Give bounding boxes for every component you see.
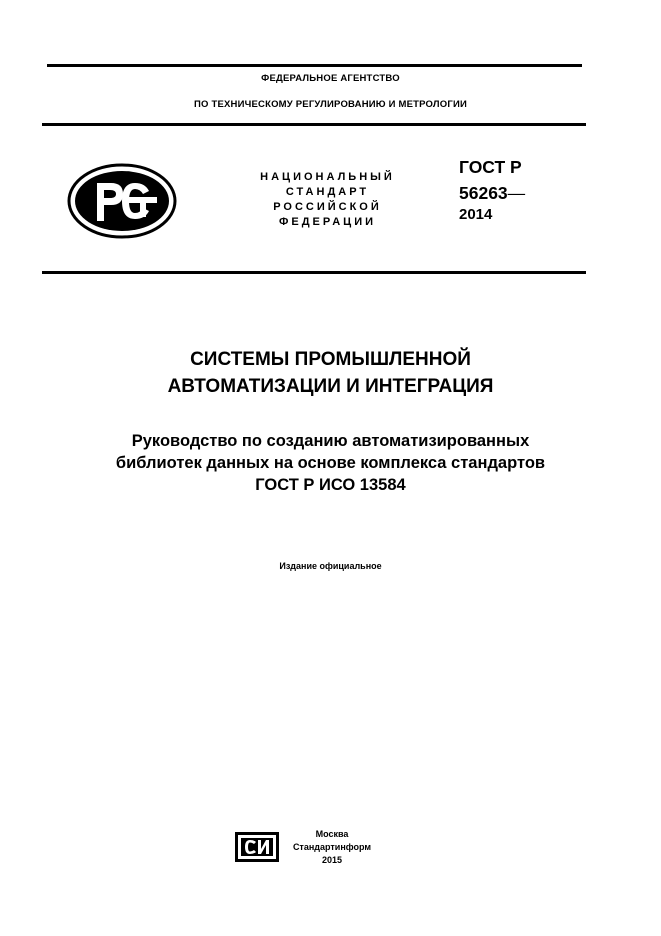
document-subtitle-line-2: библиотек данных на основе комплекса стандартов [115,454,546,472]
gost-number-row [459,180,525,206]
gost-number: 56263 [459,183,508,203]
agency-line-1: ФЕДЕРАЛЬНОЕ АГЕНТСТВО [261,73,400,84]
gost-designation: ГОСТ Р [459,157,522,177]
header-bottom-rule [42,123,586,126]
document-subtitle-line-3: ГОСТ Р ИСО 13584 [255,476,406,494]
standartinform-logo-icon [234,830,282,864]
publisher-city: Москва [315,829,349,839]
national-standard-line-1: НАЦИОНАЛЬНЫЙ [260,171,395,183]
agency-line-2: ПО ТЕХНИЧЕСКОМУ РЕГУЛИРОВАНИЮ И МЕТРОЛОГИИ [194,99,467,110]
document-subtitle-line-1: Руководство по созданию автоматизированных [131,432,530,450]
rst-certification-mark-icon [67,163,177,239]
standard-block-bottom-rule [42,271,586,274]
national-standard-line-4: ФЕДЕРАЦИИ [278,216,377,228]
edition-note: Издание официальное [279,561,382,571]
publisher-name: Стандартинформ [292,842,372,852]
national-standard-line-2: СТАНДАРТ [285,186,370,198]
gost-dash: — [507,183,526,203]
national-standard-line-3: РОССИЙСКОЙ [273,201,382,213]
top-rule [47,64,582,67]
publisher-year: 2015 [321,855,343,865]
gost-year: 2014 [459,206,493,223]
document-title-line-1: СИСТЕМЫ ПРОМЫШЛЕННОЙ [190,349,471,370]
document-title-line-2: АВТОМАТИЗАЦИИ И ИНТЕГРАЦИЯ [167,376,494,397]
